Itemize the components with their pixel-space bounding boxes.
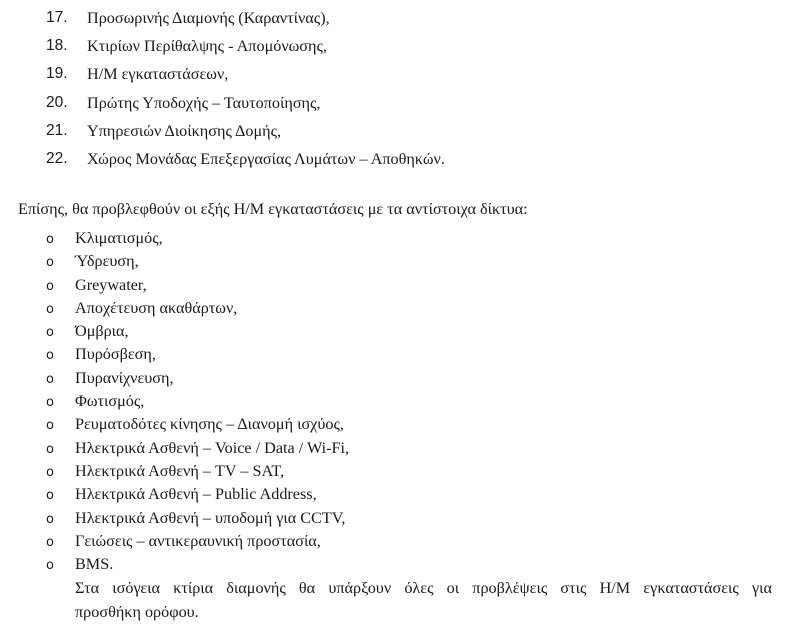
item-text: Η/Μ εγκαταστάσεων, <box>87 65 229 84</box>
closing-line-1: Στα ισόγεια κτίρια διαμονής θα υπάρξουν όλες οι προβλέψεις στις Η/Μ εγκαταστάσεις για <box>75 579 772 597</box>
bullet-text: Αποχέτευση ακαθάρτων, <box>75 298 238 317</box>
bullet-text: Greywater, <box>75 275 147 294</box>
bullet-text: Πυρανίχνευση, <box>75 368 174 387</box>
item-text: Προσωρινής Διαμονής (Καραντίνας), <box>87 9 330 27</box>
bullet-icon: o <box>46 418 54 434</box>
bullet-icon: o <box>46 395 54 411</box>
bullet-text: Πυρόσβεση, <box>75 345 156 364</box>
bullet-text: BMS. <box>75 555 114 574</box>
bullet-icon: o <box>46 488 54 504</box>
item-number: 21. <box>46 121 68 139</box>
bullet-text: Γειώσεις – αντικεραυνική προστασία, <box>75 531 321 550</box>
bullet-text: Ηλεκτρικά Ασθενή – υποδομή για CCTV, <box>75 508 346 527</box>
closing-paragraph <box>75 576 772 624</box>
bullet-text: Ηλεκτρικά Ασθενή – Public Address, <box>75 485 317 504</box>
bullet-text: Ύδρευση, <box>75 252 139 271</box>
item-text: Υπηρεσιών Διοίκησης Δομής, <box>87 121 282 140</box>
bullet-icon: o <box>46 232 54 247</box>
bullet-icon: o <box>46 441 54 457</box>
bullet-icon: o <box>46 348 54 364</box>
bullet-icon: o <box>46 534 54 550</box>
item-number: 19. <box>46 65 68 83</box>
item-number: 22. <box>46 149 68 167</box>
bullet-icon: o <box>46 301 54 317</box>
bullet-text: Ρευματοδότες κίνησης – Διανομή ισχύος, <box>75 415 344 434</box>
bullet-text: Ηλεκτρικά Ασθενή – TV – SAT, <box>75 461 285 480</box>
bullet-text: Φωτισμός, <box>75 392 145 411</box>
bullet-icon: o <box>46 511 54 527</box>
bullet-text: Κλιματισμός, <box>75 229 163 247</box>
item-text: Πρώτης Υποδοχής – Ταυτοποίησης, <box>87 93 321 112</box>
item-number: 18. <box>46 37 68 55</box>
bullet-icon: o <box>46 278 54 294</box>
closing-line-2: προσθήκη ορόφου. <box>75 603 199 621</box>
item-text: Κτιρίων Περίθαλψης - Απομόνωσης, <box>87 37 327 56</box>
intro-paragraph: Επίσης, θα προβλεφθούν οι εξής Η/Μ εγκαταστάσεις με τα αντίστοιχα δίκτυα: <box>18 200 528 218</box>
item-number: 20. <box>46 93 68 111</box>
bullet-icon: o <box>46 371 54 387</box>
bullet-icon: o <box>46 558 54 574</box>
item-number: 17. <box>46 9 68 26</box>
bullet-icon: o <box>46 255 54 271</box>
bullet-icon: o <box>46 464 54 480</box>
bullet-text: Ηλεκτρικά Ασθενή – Voice / Data / Wi-Fi, <box>75 438 350 457</box>
item-text: Χώρος Μονάδας Επεξεργασίας Λυμάτων – Αποθηκών. <box>87 149 445 168</box>
bullet-icon: o <box>46 325 54 341</box>
bullet-text: Όμβρια, <box>75 322 129 341</box>
